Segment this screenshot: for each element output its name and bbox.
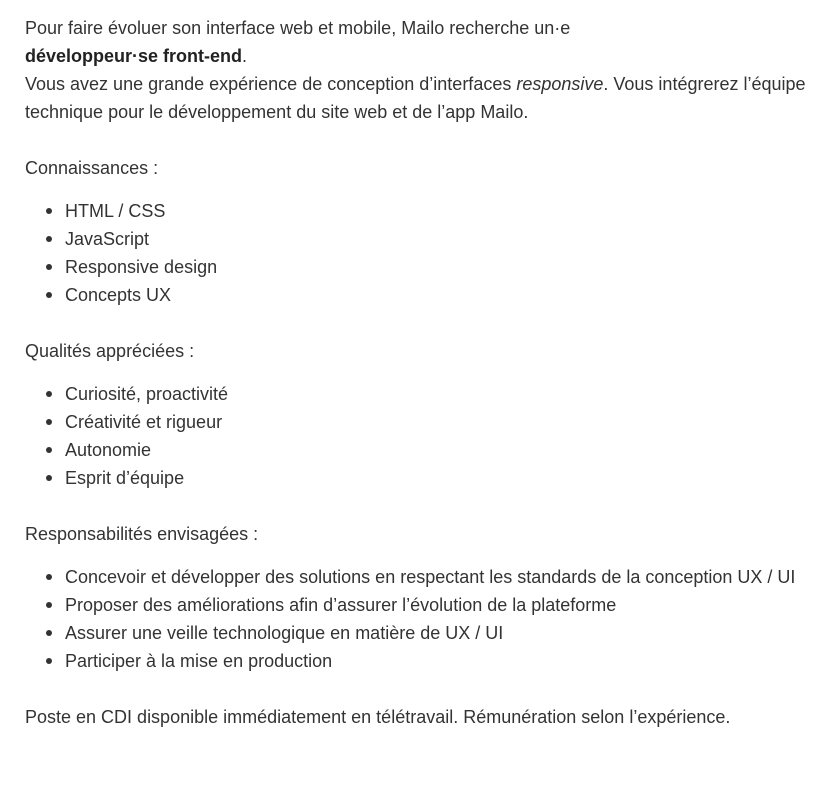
list-item: Curiosité, proactivité (65, 380, 815, 408)
role-title: développeur·se front-end (25, 46, 243, 66)
list-item: HTML / CSS (65, 197, 815, 225)
knowledge-list (25, 197, 815, 309)
footer-paragraph: Poste en CDI disponible immédiatement en télétravail. Rémunération selon l’expérience. (25, 707, 731, 727)
list-item: Proposer des améliorations afin d’assurer l’évolution de la plateforme (65, 591, 815, 619)
list-item: Responsive design (65, 253, 815, 281)
intro-paragraph (25, 14, 815, 126)
list-item: Participer à la mise en production (65, 647, 815, 675)
intro-line1: Pour faire évoluer son interface web et mobile, Mailo recherche un·e (25, 18, 571, 38)
intro-line2: Vous avez une grande expérience de conception d’interfaces (25, 74, 517, 94)
qualities-heading: Qualités appréciées : (25, 341, 195, 361)
responsibilities-list (25, 563, 815, 675)
responsibilities-heading: Responsabilités envisagées : (25, 524, 259, 544)
list-item: Concepts UX (65, 281, 815, 309)
job-posting (25, 14, 815, 731)
list-item: Assurer une veille technologique en matière de UX / UI (65, 619, 815, 647)
list-item: Concevoir et développer des solutions en respectant les standards de la conception UX / UI (65, 563, 815, 591)
list-item: Autonomie (65, 436, 815, 464)
list-item: Créativité et rigueur (65, 408, 815, 436)
intro-line2-suffix: . Vous intégrerez l’équipe technique pour le développement du site web et de l’app Mailo. (25, 74, 806, 122)
responsive-emphasis: responsive (516, 74, 604, 94)
list-item: JavaScript (65, 225, 815, 253)
qualities-list (25, 380, 815, 492)
intro-line1-end: . (242, 46, 248, 66)
list-item: Esprit d’équipe (65, 464, 815, 492)
knowledge-heading: Connaissances : (25, 158, 159, 178)
